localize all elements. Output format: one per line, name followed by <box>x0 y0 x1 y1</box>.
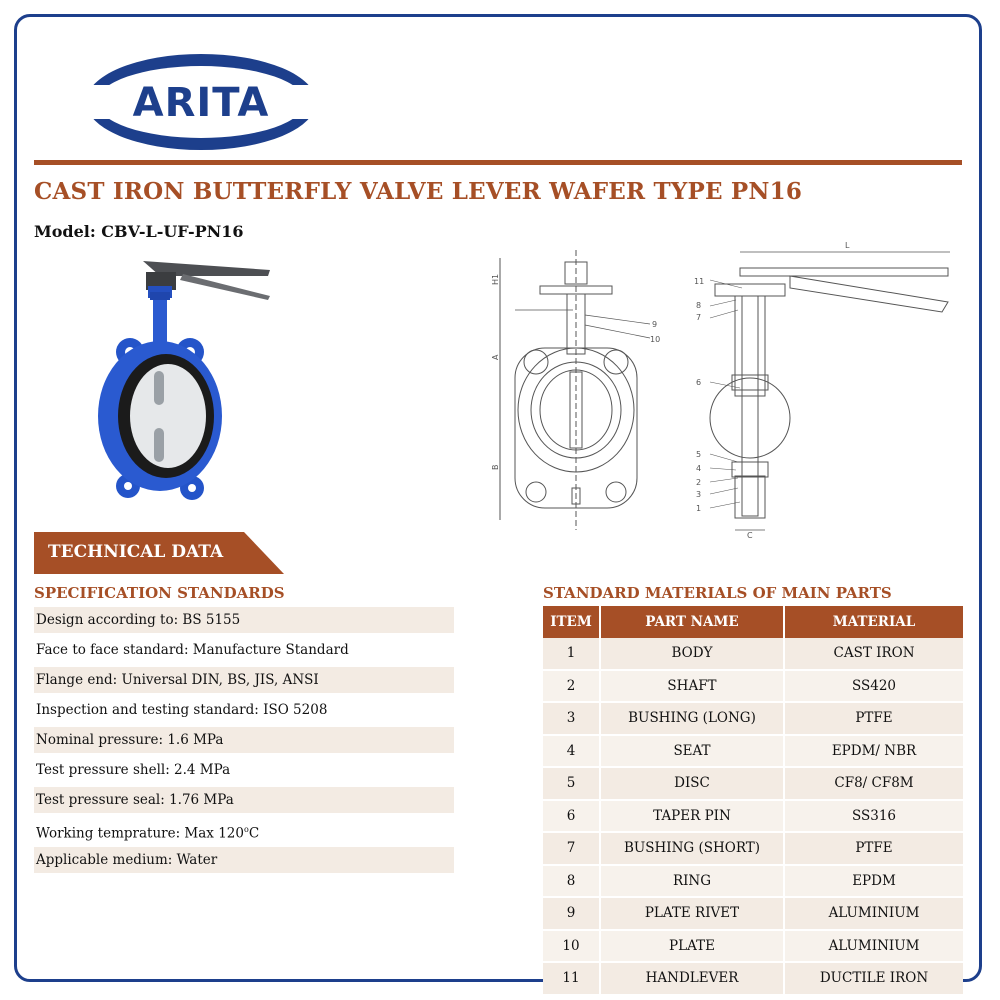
model-number: Model: CBV-L-UF-PN16 <box>34 222 244 241</box>
technical-data-label: TECHNICAL DATA <box>48 542 224 562</box>
cell-part-name: HANDLEVER <box>601 963 785 996</box>
front-view <box>500 250 650 530</box>
valve-product-image <box>88 256 288 506</box>
svg-text:9: 9 <box>652 320 658 329</box>
cell-material: DUCTILE IRON <box>785 963 963 996</box>
valve-technical-drawing <box>490 240 960 540</box>
cell-item: 2 <box>543 671 601 704</box>
temperature-unit: C <box>248 825 260 842</box>
svg-text:B: B <box>491 464 500 470</box>
technical-data-banner <box>34 532 284 574</box>
cell-part-name: DISC <box>601 768 785 801</box>
spec-item: Test pressure shell: 2.4 MPa <box>36 762 231 778</box>
table-row <box>543 703 963 736</box>
svg-text:H1: H1 <box>491 273 500 285</box>
cell-item: 11 <box>543 963 601 996</box>
cell-part-name: BODY <box>601 638 785 671</box>
svg-text:1: 1 <box>696 504 702 513</box>
cell-part-name: BUSHING (LONG) <box>601 703 785 736</box>
spec-item: Face to face standard: Manufacture Standard <box>36 642 349 658</box>
table-row <box>543 833 963 866</box>
svg-text:5: 5 <box>696 450 702 459</box>
cell-part-name: TAPER PIN <box>601 801 785 834</box>
spec-standards-heading: SPECIFICATION STANDARDS <box>34 584 285 602</box>
materials-table <box>543 606 963 996</box>
cell-item: 1 <box>543 638 601 671</box>
cell-item: 7 <box>543 833 601 866</box>
materials-table-body <box>543 638 963 996</box>
svg-text:ARITA: ARITA <box>132 80 270 126</box>
cell-part-name: SEAT <box>601 736 785 769</box>
side-view <box>710 252 950 530</box>
temperature-text: Working temprature: Max 120 <box>36 825 244 842</box>
table-row <box>543 963 963 996</box>
svg-text:7: 7 <box>696 313 702 322</box>
materials-table-header <box>543 606 963 638</box>
page-title: CAST IRON BUTTERFLY VALVE LEVER WAFER TYPE PN16 <box>34 178 803 205</box>
column-header-part-name: PART NAME <box>601 606 785 638</box>
cell-material: SS420 <box>785 671 963 704</box>
cell-item: 8 <box>543 866 601 899</box>
cell-material: EPDM <box>785 866 963 899</box>
cell-part-name: PLATE RIVET <box>601 898 785 931</box>
column-header-material: MATERIAL <box>785 606 963 638</box>
svg-text:L: L <box>845 241 850 250</box>
table-row <box>543 801 963 834</box>
spec-item: Nominal pressure: 1.6 MPa <box>34 727 454 753</box>
cell-item: 6 <box>543 801 601 834</box>
cell-item: 3 <box>543 703 601 736</box>
header-rule <box>34 160 962 165</box>
table-row <box>543 736 963 769</box>
svg-text:11: 11 <box>694 277 705 286</box>
cell-material: ALUMINIUM <box>785 898 963 931</box>
svg-text:6: 6 <box>696 378 702 387</box>
cell-part-name: BUSHING (SHORT) <box>601 833 785 866</box>
table-row <box>543 866 963 899</box>
svg-text:8: 8 <box>696 301 702 310</box>
spec-item: Inspection and testing standard: ISO 5208 <box>36 702 328 718</box>
cell-part-name: SHAFT <box>601 671 785 704</box>
cell-item: 9 <box>543 898 601 931</box>
cell-material: PTFE <box>785 833 963 866</box>
svg-text:10: 10 <box>650 335 661 344</box>
svg-text:C: C <box>747 531 753 540</box>
svg-text:A: A <box>491 354 500 360</box>
cell-item: 10 <box>543 931 601 964</box>
table-row <box>543 898 963 931</box>
cell-part-name: PLATE <box>601 931 785 964</box>
svg-text:4: 4 <box>696 464 702 473</box>
table-row <box>543 931 963 964</box>
degree-symbol: o <box>243 825 249 834</box>
cell-material: PTFE <box>785 703 963 736</box>
cell-item: 4 <box>543 736 601 769</box>
cell-material: ALUMINIUM <box>785 931 963 964</box>
cell-part-name: RING <box>601 866 785 899</box>
table-row <box>543 768 963 801</box>
materials-heading: STANDARD MATERIALS OF MAIN PARTS <box>543 584 892 602</box>
spec-list <box>34 607 454 877</box>
table-row <box>543 671 963 704</box>
column-header-item: ITEM <box>543 606 601 638</box>
spec-item: Test pressure seal: 1.76 MPa <box>34 787 454 813</box>
cell-material: CF8/ CF8M <box>785 768 963 801</box>
spec-item: Flange end: Universal DIN, BS, JIS, ANSI <box>34 667 454 693</box>
svg-text:2: 2 <box>696 478 702 487</box>
spec-item: Applicable medium: Water <box>34 847 454 873</box>
cell-material: CAST IRON <box>785 638 963 671</box>
arita-logo <box>84 52 318 152</box>
cell-material: EPDM/ NBR <box>785 736 963 769</box>
spec-item: Design according to: BS 5155 <box>34 607 454 633</box>
table-row <box>543 638 963 671</box>
cell-item: 5 <box>543 768 601 801</box>
svg-text:3: 3 <box>696 490 702 499</box>
cell-material: SS316 <box>785 801 963 834</box>
spec-item-temperature <box>34 817 454 843</box>
